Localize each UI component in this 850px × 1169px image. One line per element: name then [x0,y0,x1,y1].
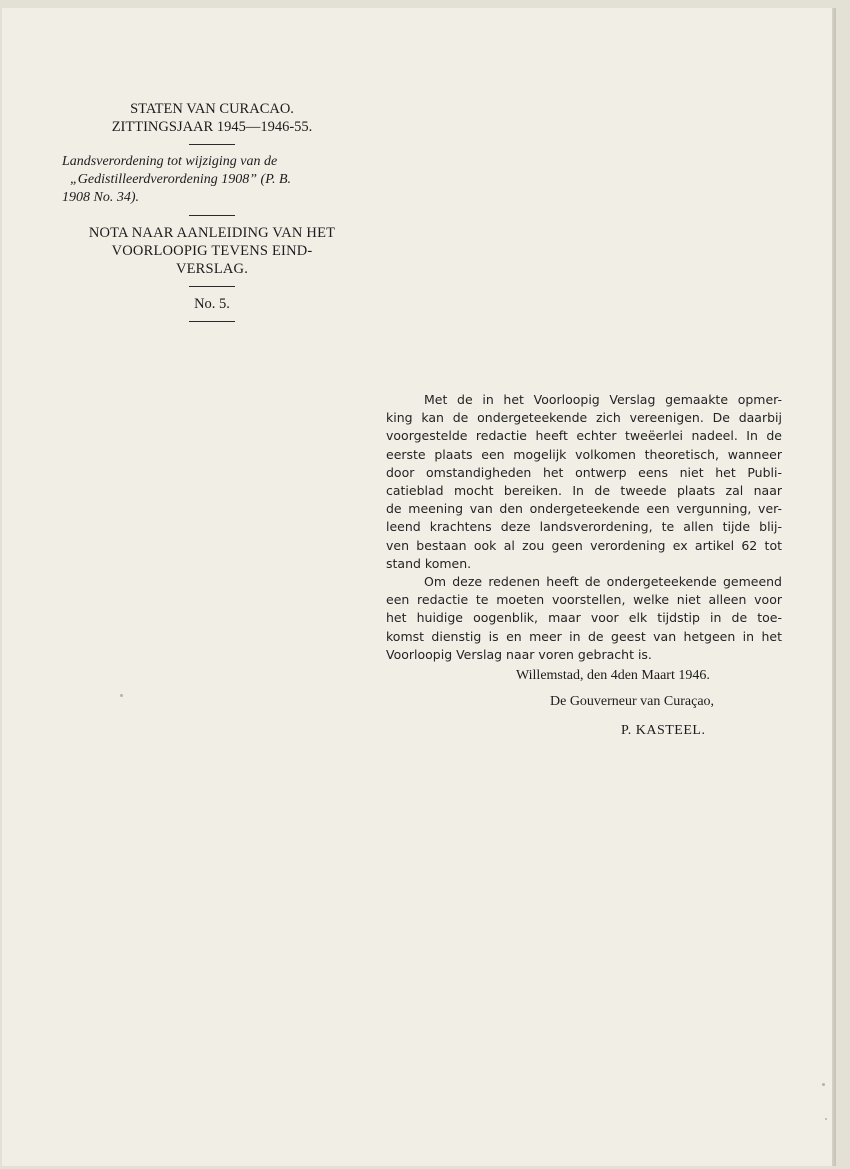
text-line: stand komen. [386,555,472,571]
subject-line: 1908 No. 34). [62,190,139,205]
paper-speck [825,1118,827,1120]
divider [189,286,235,287]
divider [189,215,235,216]
subject-line: „Gedistilleerdverordening 1908” (P. B. [70,172,291,187]
body-text [386,391,782,664]
signatory-title: De Gouverneur van Curaçao, [550,694,715,709]
nota-line: NOTA NAAR AANLEIDING VAN HET [88,225,336,241]
paragraph-2 [386,573,782,664]
text-line: voorgestelde redactie heeft echter tweëerlei nadeel. In de [386,428,782,444]
subject-title [62,153,362,207]
text-line: ven bestaan ook al zou geen verordening ex artikel 62 tot [386,537,782,553]
nota-title [62,224,362,278]
text-line: Om deze redenen heeft de ondergeteekende gemeend [424,574,782,590]
text-line: de meening van den ondergeteekende een vergunning, ver- [386,501,782,517]
text-line: komst dienstig is en meer in de geest van hetgeen in het [386,628,782,644]
text-line: Met de in het Voorloopig Verslag gemaakte opmer- [424,392,782,407]
place-date: Willemstad, den 4den Maart 1946. [516,668,710,683]
text-line: door omstandigheden het ontwerp eens niet het Publi- [386,464,782,480]
session-year: ZITTINGSJAAR 1945—1946-55. [111,119,313,135]
nota-line: VERSLAG. [175,261,249,277]
text-line: leend krachtens deze landsverordening, te allen tijde blij- [386,519,782,535]
paper-speck [120,694,123,697]
assembly-title: STATEN VAN CURACAO. [130,101,294,117]
text-line: catieblad mocht bereiken. In de tweede plaats zal naar [386,483,782,499]
text-line: het huidige oogenblik, maar voor elk tijdstip in de toe- [386,610,782,626]
text-line: een redactie te moeten voorstellen, welke niet alleen voor [386,592,782,608]
divider [189,321,235,322]
divider [189,144,235,145]
paper-speck [822,1083,825,1086]
nota-line: VOORLOOPIG TEVENS EIND- [111,243,313,259]
subject-line: Landsverordening tot wijziging van de [62,154,278,169]
document-number: No. 5. [194,296,230,312]
paragraph-1 [386,391,782,573]
document-header [62,100,362,330]
signatory-name: P. KASTEEL. [621,723,706,738]
document-page [2,8,834,1166]
text-line: Voorloopig Verslag naar voren gebracht is. [386,646,652,662]
text-line: king kan de ondergeteekende zich vereenigen. De daarbij [386,410,782,426]
text-line: eerste plaats een mogelijk volkomen theoretisch, wanneer [386,446,782,462]
